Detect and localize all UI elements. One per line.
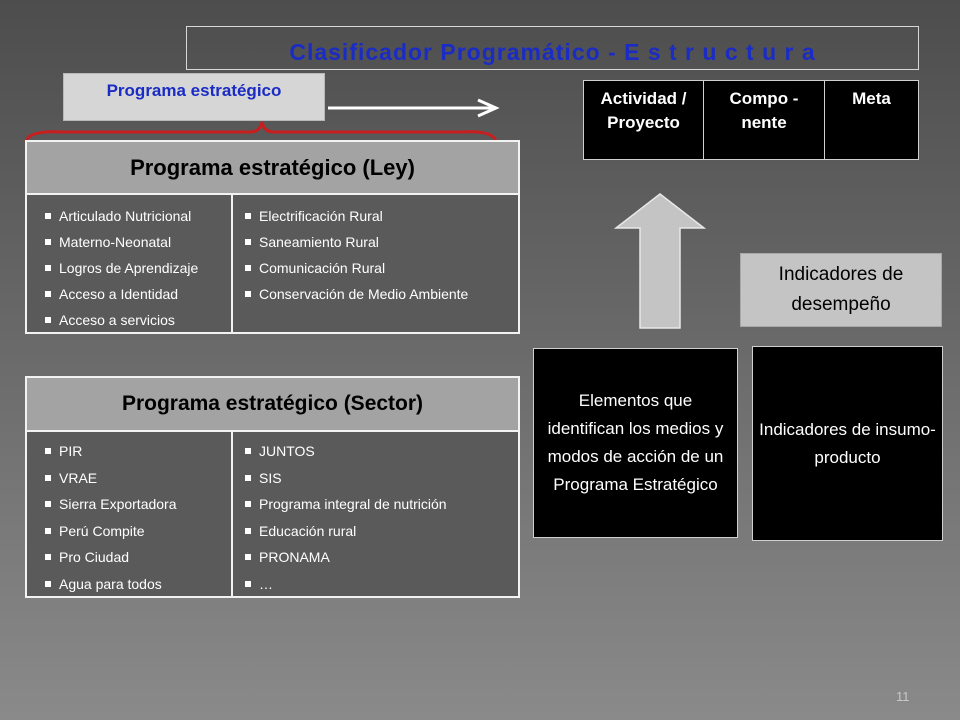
table-ley-right-col — [233, 195, 518, 332]
list-item: JUNTOS — [245, 438, 518, 465]
list-item: Educación rural — [245, 518, 518, 545]
indicadores-desempeno-label: Indicadores de desempeño — [778, 264, 904, 315]
structure-cell-actividad — [583, 80, 704, 160]
list-item: Agua para todos — [45, 571, 231, 598]
list-item: … — [245, 571, 518, 598]
indicadores-desempeno-box — [740, 253, 942, 327]
list-item: Materno-Neonatal — [45, 229, 231, 255]
list-item: VRAE — [45, 465, 231, 492]
list-item: Programa integral de nutrición — [245, 491, 518, 518]
program-label-box — [63, 73, 325, 121]
list-item: Articulado Nutricional — [45, 203, 231, 229]
list-item: Electrificación Rural — [245, 203, 518, 229]
table-sector-right-col — [233, 432, 518, 596]
table-sector-title: Programa estratégico (Sector) — [121, 392, 424, 415]
list-item: PRONAMA — [245, 544, 518, 571]
list-item: Conservación de Medio Ambiente — [245, 281, 518, 307]
structure-cell-label: Meta — [852, 89, 891, 108]
structure-cell-label: Actividad / Proyecto — [600, 89, 687, 132]
up-arrow-icon — [612, 192, 708, 332]
indicadores-insumo-box — [752, 346, 943, 541]
slide-title: Clasificador Programático - E s t r u c t u r a — [289, 38, 816, 65]
structure-cell-meta — [824, 80, 919, 160]
table-ley — [25, 140, 520, 334]
table-ley-left-col — [27, 195, 233, 332]
table-ley-header — [27, 142, 518, 195]
title-box — [186, 26, 919, 70]
table-ley-title: Programa estratégico (Ley) — [130, 154, 415, 180]
list-item: Pro Ciudad — [45, 544, 231, 571]
indicadores-insumo-label: Indicadores de insumo-producto — [759, 419, 936, 467]
right-arrow-icon — [328, 98, 508, 118]
list-item: Acceso a Identidad — [45, 281, 231, 307]
list-item: Logros de Aprendizaje — [45, 255, 231, 281]
table-sector-left-col — [27, 432, 233, 596]
list-item: Sierra Exportadora — [45, 491, 231, 518]
list-item: PIR — [45, 438, 231, 465]
structure-cell-componente — [703, 80, 825, 160]
structure-cell-label: Compo - nente — [729, 89, 799, 132]
table-sector-header — [27, 378, 518, 432]
list-item: Saneamiento Rural — [245, 229, 518, 255]
program-label: Programa estratégico — [106, 81, 282, 100]
table-sector — [25, 376, 520, 598]
list-item: Comunicación Rural — [245, 255, 518, 281]
page-number: 11 — [896, 689, 910, 704]
elementos-text: Elementos que identifican los medios y modos de acción de un Programa Estratégico — [547, 391, 724, 494]
list-item: Perú Compite — [45, 518, 231, 545]
elementos-box — [533, 348, 738, 538]
list-item: SIS — [245, 465, 518, 492]
list-item: Acceso a servicios — [45, 307, 231, 333]
